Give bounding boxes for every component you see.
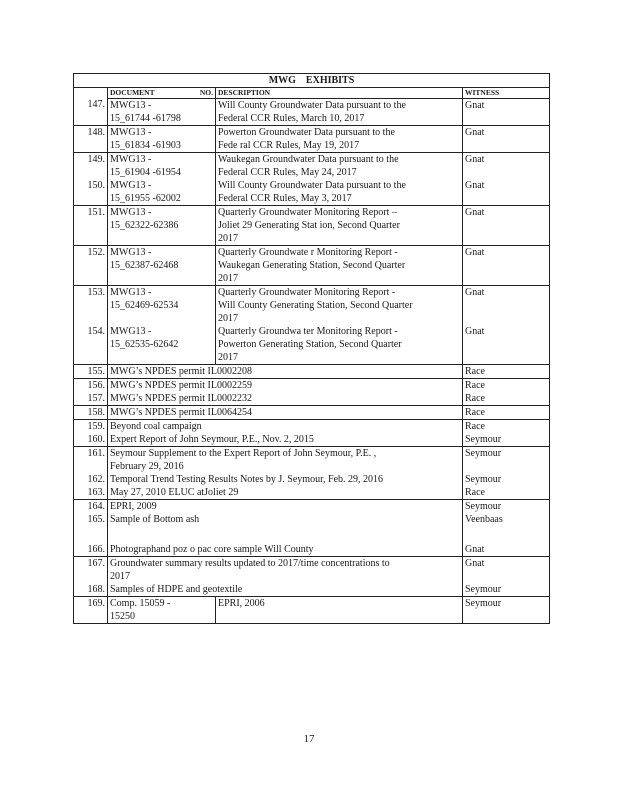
table-row [74, 246, 550, 286]
row-number-text: 166. [87, 544, 105, 555]
header-no-label: NO. [199, 88, 213, 97]
column-header-description [216, 88, 463, 99]
document-cell [108, 153, 216, 206]
row-number: 158. [74, 406, 108, 420]
document-cell: MWG13 - 15_62322-62386 [108, 206, 216, 246]
table-row [74, 597, 550, 624]
description-text: Groundwater summary results updated to 2017/time concentrations to 2017 [110, 558, 390, 582]
witness-text: Seymour [465, 501, 502, 512]
row-number-147: 147. [74, 88, 108, 126]
witness-text: Gnat [465, 154, 485, 165]
row-number-text: 161. [87, 448, 105, 459]
row-number [74, 286, 108, 365]
witness-text: Gnat [465, 180, 485, 191]
header-row [74, 88, 550, 99]
description-cell: EPRI, 2006 [216, 597, 463, 624]
column-header-witness [463, 88, 550, 99]
row-number-text: 150. [87, 180, 105, 191]
witness-text: Race [465, 487, 485, 498]
span-description-cell: MWG’s NPDES permit IL0002208 [108, 365, 463, 379]
title-row [74, 74, 550, 88]
witness-text: Gnat [465, 558, 485, 569]
witness-text: Gnat [465, 287, 485, 298]
description-text: Sample of Bottom ash [110, 514, 200, 525]
row-number-text: 162. [87, 474, 105, 485]
witness-cell: Gnat [463, 126, 550, 153]
witness-text: Seymour [465, 584, 502, 595]
span-description-cell: MWG’s NPDES permit IL0064254 [108, 406, 463, 420]
witness-cell [463, 286, 550, 365]
document-text: MWG13 - 15_61904 -61954 [110, 154, 181, 178]
description-text: Temporal Trend Testing Results Notes by J. Seymour, Feb. 29, 2016 [110, 474, 384, 485]
description-text: Waukegan Groundwater Data pursuant to the Federal CCR Rules, May 24, 2017 [218, 154, 399, 178]
witness-text: Race [465, 393, 485, 404]
row-number-text: 163. [87, 487, 105, 498]
description-text: May 27, 2010 ELUC atJoliet 29 [110, 487, 239, 498]
row-number-text: 160. [87, 434, 105, 445]
description-text: MWG’s NPDES permit IL0002259 [110, 380, 252, 391]
row-number-text: 164. [87, 501, 105, 512]
span-description-cell [108, 500, 463, 557]
document-cell: MWG13 - 15_61744 -61798 [108, 99, 216, 126]
exhibits-table [73, 73, 550, 624]
row-number-text: 154. [87, 326, 105, 337]
witness-cell: Race [463, 406, 550, 420]
description-cell [216, 286, 463, 365]
row-number-text: 153. [87, 287, 105, 298]
description-text: Quarterly Groundwater Monitoring Report - Will County Generating Station, Second Quarter 2017 [218, 287, 413, 324]
table-row [74, 126, 550, 153]
witness-cell [463, 447, 550, 500]
witness-text: Gnat [465, 326, 485, 337]
witness-cell: Seymour [463, 597, 550, 624]
row-number-text: 149. [87, 154, 105, 165]
witness-cell [463, 379, 550, 406]
header-witness-label: WITNESS [465, 88, 500, 97]
table-row [74, 406, 550, 420]
row-number [74, 447, 108, 500]
row-number-text: 157. [87, 393, 105, 404]
table-title: MWG EXHIBITS [74, 74, 550, 88]
table-row [74, 379, 550, 406]
description-text: Photographand poz o pac core sample Will County [110, 544, 314, 555]
table-row [74, 99, 550, 126]
column-header-document [108, 88, 216, 99]
row-number-text: 156. [87, 380, 105, 391]
description-text: Expert Report of John Seymour, P.E., Nov. 2, 2015 [110, 434, 314, 445]
description-text: Will County Groundwater Data pursuant to the Federal CCR Rules, May 3, 2017 [218, 180, 406, 204]
row-number: 148. [74, 126, 108, 153]
witness-text: Veenbaas [465, 514, 503, 525]
description-cell: Will County Groundwater Data pursuant to the Federal CCR Rules, March 10, 2017 [216, 99, 463, 126]
witness-cell [463, 420, 550, 447]
header-document-label: DOCUMENT [110, 88, 155, 97]
row-number [74, 500, 108, 557]
witness-text: Race [465, 421, 485, 432]
description-text: Samples of HDPE and geotextile [110, 584, 243, 595]
description-cell: Quarterly Groundwater Monitoring Report – Joliet 29 Generating Stat ion, Second Quarter 2017 [216, 206, 463, 246]
witness-cell: Gnat [463, 99, 550, 126]
witness-cell: Race [463, 365, 550, 379]
row-number [74, 420, 108, 447]
witness-cell [463, 500, 550, 557]
witness-text: Seymour [465, 448, 502, 459]
document-text: MWG13 - 15_61955 -62002 [110, 180, 181, 204]
row-number [74, 557, 108, 597]
table-row [74, 286, 550, 365]
description-text: MWG’s NPDES permit IL0002232 [110, 393, 252, 404]
description-text: Quarterly Groundwa ter Monitoring Report - Powerton Generating Station, Second Quarter 2017 [218, 326, 402, 363]
table-row [74, 365, 550, 379]
description-text: Beyond coal campaign [110, 421, 202, 432]
row-number-text: 165. [87, 514, 105, 525]
witness-text: Seymour [465, 474, 502, 485]
description-cell: Powerton Groundwater Data pursuant to the Fede ral CCR Rules, May 19, 2017 [216, 126, 463, 153]
span-description-cell [108, 447, 463, 500]
page-number: 17 [303, 733, 315, 745]
description-text: EPRI, 2009 [110, 501, 157, 512]
header-description-label: DESCRIPTION [218, 88, 271, 97]
table-row [74, 420, 550, 447]
row-number-text: 159. [87, 421, 105, 432]
span-description-cell [108, 557, 463, 597]
row-number: 169. [74, 597, 108, 624]
row-number [74, 379, 108, 406]
row-number: 152. [74, 246, 108, 286]
row-number [74, 153, 108, 206]
document-cell: MWG13 - 15_62387-62468 [108, 246, 216, 286]
row-number-text: 168. [87, 584, 105, 595]
span-description-cell [108, 379, 463, 406]
exhibits-page [73, 73, 549, 624]
document-text: MWG13 - 15_62469-62534 [110, 287, 179, 311]
row-number-text: 167. [87, 558, 105, 569]
span-description-cell [108, 420, 463, 447]
row-number: 151. [74, 206, 108, 246]
description-cell [216, 153, 463, 206]
document-text: MWG13 - 15_62535-62642 [110, 326, 179, 350]
document-cell [108, 286, 216, 365]
table-row [74, 500, 550, 557]
row-number: 155. [74, 365, 108, 379]
table-row [74, 557, 550, 597]
description-text: Seymour Supplement to the Expert Report of John Seymour, P.E. , February 29, 2016 [110, 448, 377, 472]
witness-cell: Gnat [463, 206, 550, 246]
document-cell: Comp. 15059 - 15250 [108, 597, 216, 624]
witness-text: Race [465, 380, 485, 391]
witness-text: Gnat [465, 544, 485, 555]
witness-cell [463, 557, 550, 597]
table-row [74, 447, 550, 500]
document-cell: MWG13 - 15_61834 -61903 [108, 126, 216, 153]
witness-text: Seymour [465, 434, 502, 445]
table-row [74, 206, 550, 246]
description-cell: Quarterly Groundwate r Monitoring Report - Waukegan Generating Station, Second Quarter 2017 [216, 246, 463, 286]
witness-cell: Gnat [463, 246, 550, 286]
table-row [74, 153, 550, 206]
witness-cell [463, 153, 550, 206]
